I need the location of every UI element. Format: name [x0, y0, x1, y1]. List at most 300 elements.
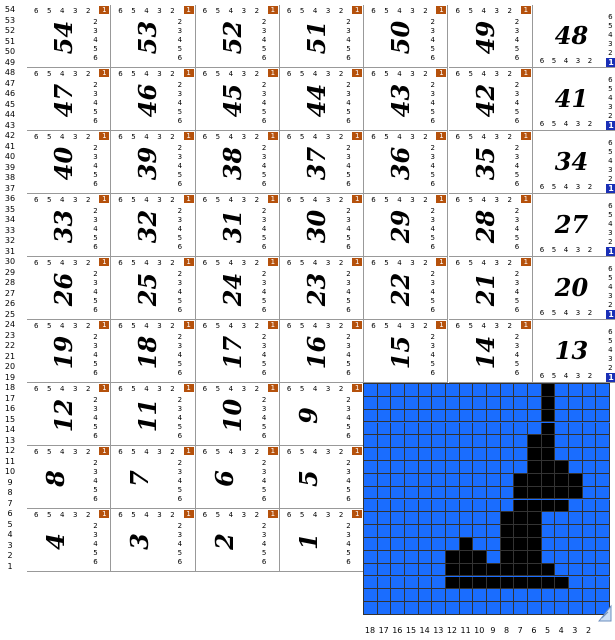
grid-cell[interactable]	[432, 435, 446, 448]
grid-cell[interactable]	[419, 423, 433, 436]
grid-cell[interactable]	[555, 487, 569, 500]
grid-cell[interactable]	[514, 512, 528, 525]
grid-cell[interactable]	[446, 500, 460, 513]
grid-cell[interactable]	[514, 461, 528, 474]
grid-cell[interactable]	[419, 435, 433, 448]
grid-cell[interactable]	[378, 461, 392, 474]
pattern-card[interactable]	[196, 68, 280, 131]
grid-cell[interactable]	[446, 435, 460, 448]
pattern-card[interactable]	[27, 194, 111, 257]
grid-cell[interactable]	[514, 602, 528, 615]
grid-cell[interactable]	[378, 435, 392, 448]
pattern-card[interactable]	[280, 509, 364, 572]
grid-cell[interactable]	[542, 474, 556, 487]
grid-cell[interactable]	[487, 551, 501, 564]
grid-cell[interactable]	[419, 461, 433, 474]
grid-cell[interactable]	[405, 474, 419, 487]
grid-cell[interactable]	[446, 512, 460, 525]
grid-cell[interactable]	[596, 500, 610, 513]
grid-cell[interactable]	[487, 435, 501, 448]
grid-cell[interactable]	[514, 589, 528, 602]
grid-cell[interactable]	[487, 512, 501, 525]
grid-cell[interactable]	[569, 435, 583, 448]
grid-cell[interactable]	[405, 589, 419, 602]
pattern-card[interactable]	[533, 68, 615, 131]
grid-cell[interactable]	[473, 577, 487, 590]
grid-cell[interactable]	[446, 461, 460, 474]
grid-cell[interactable]	[542, 538, 556, 551]
grid-cell[interactable]	[460, 474, 474, 487]
grid-cell[interactable]	[542, 461, 556, 474]
grid-cell[interactable]	[432, 384, 446, 397]
grid-cell[interactable]	[501, 384, 515, 397]
pattern-card[interactable]	[280, 320, 364, 383]
grid-cell[interactable]	[391, 487, 405, 500]
grid-cell[interactable]	[542, 487, 556, 500]
grid-cell[interactable]	[528, 448, 542, 461]
grid-cell[interactable]	[419, 512, 433, 525]
grid-cell[interactable]	[432, 551, 446, 564]
grid-cell[interactable]	[542, 512, 556, 525]
pattern-card[interactable]	[111, 257, 195, 320]
grid-cell[interactable]	[542, 577, 556, 590]
grid-cell[interactable]	[378, 448, 392, 461]
grid-cell[interactable]	[528, 397, 542, 410]
grid-cell[interactable]	[391, 435, 405, 448]
grid-cell[interactable]	[514, 500, 528, 513]
grid-cell[interactable]	[473, 435, 487, 448]
grid-cell[interactable]	[528, 474, 542, 487]
grid-cell[interactable]	[432, 589, 446, 602]
grid-cell[interactable]	[528, 435, 542, 448]
pattern-card[interactable]	[111, 5, 195, 68]
pattern-card[interactable]	[449, 257, 533, 320]
grid-cell[interactable]	[569, 423, 583, 436]
grid-cell[interactable]	[432, 564, 446, 577]
resize-grip-icon[interactable]	[598, 604, 612, 622]
pattern-card[interactable]	[280, 257, 364, 320]
grid-cell[interactable]	[364, 589, 378, 602]
grid-cell[interactable]	[378, 525, 392, 538]
pattern-card[interactable]	[27, 446, 111, 509]
grid-cell[interactable]	[432, 423, 446, 436]
grid-cell[interactable]	[542, 435, 556, 448]
grid-cell[interactable]	[378, 538, 392, 551]
grid-cell[interactable]	[514, 410, 528, 423]
pattern-card[interactable]	[280, 383, 364, 446]
grid-cell[interactable]	[583, 474, 597, 487]
grid-cell[interactable]	[364, 512, 378, 525]
grid-cell[interactable]	[514, 448, 528, 461]
grid-cell[interactable]	[419, 577, 433, 590]
grid-cell[interactable]	[460, 461, 474, 474]
grid-cell[interactable]	[432, 602, 446, 615]
grid-cell[interactable]	[596, 410, 610, 423]
grid-cell[interactable]	[419, 500, 433, 513]
grid-cell[interactable]	[405, 410, 419, 423]
grid-cell[interactable]	[501, 461, 515, 474]
grid-cell[interactable]	[501, 487, 515, 500]
grid-cell[interactable]	[364, 474, 378, 487]
pattern-card[interactable]	[27, 68, 111, 131]
grid-cell[interactable]	[460, 397, 474, 410]
grid-cell[interactable]	[446, 589, 460, 602]
grid-cell[interactable]	[473, 589, 487, 602]
grid-cell[interactable]	[473, 525, 487, 538]
pattern-card[interactable]	[27, 509, 111, 572]
pattern-card[interactable]	[111, 68, 195, 131]
grid-cell[interactable]	[514, 435, 528, 448]
grid-cell[interactable]	[460, 500, 474, 513]
grid-cell[interactable]	[555, 538, 569, 551]
grid-cell[interactable]	[528, 410, 542, 423]
grid-cell[interactable]	[446, 602, 460, 615]
grid-cell[interactable]	[569, 410, 583, 423]
grid-cell[interactable]	[487, 602, 501, 615]
grid-cell[interactable]	[583, 448, 597, 461]
grid-cell[interactable]	[364, 551, 378, 564]
grid-cell[interactable]	[419, 602, 433, 615]
pattern-card[interactable]	[364, 68, 448, 131]
grid-cell[interactable]	[391, 461, 405, 474]
grid-cell[interactable]	[583, 487, 597, 500]
grid-cell[interactable]	[501, 602, 515, 615]
grid-cell[interactable]	[473, 474, 487, 487]
grid-cell[interactable]	[378, 589, 392, 602]
grid-cell[interactable]	[460, 602, 474, 615]
grid-cell[interactable]	[460, 423, 474, 436]
grid-cell[interactable]	[364, 602, 378, 615]
grid-cell[interactable]	[555, 589, 569, 602]
grid-cell[interactable]	[583, 564, 597, 577]
grid-cell[interactable]	[569, 474, 583, 487]
grid-cell[interactable]	[542, 589, 556, 602]
grid-cell[interactable]	[364, 423, 378, 436]
grid-cell[interactable]	[473, 602, 487, 615]
grid-cell[interactable]	[432, 577, 446, 590]
grid-cell[interactable]	[378, 423, 392, 436]
pattern-card[interactable]	[449, 68, 533, 131]
grid-cell[interactable]	[446, 487, 460, 500]
grid-cell[interactable]	[460, 435, 474, 448]
grid-cell[interactable]	[596, 577, 610, 590]
grid-cell[interactable]	[542, 384, 556, 397]
grid-cell[interactable]	[405, 525, 419, 538]
grid-cell[interactable]	[460, 589, 474, 602]
grid-cell[interactable]	[391, 538, 405, 551]
grid-cell[interactable]	[528, 564, 542, 577]
grid-cell[interactable]	[460, 538, 474, 551]
grid-cell[interactable]	[569, 551, 583, 564]
grid-cell[interactable]	[391, 474, 405, 487]
grid-cell[interactable]	[501, 500, 515, 513]
grid-cell[interactable]	[391, 589, 405, 602]
grid-cell[interactable]	[405, 512, 419, 525]
grid-cell[interactable]	[364, 525, 378, 538]
grid-cell[interactable]	[596, 512, 610, 525]
grid-cell[interactable]	[460, 564, 474, 577]
grid-cell[interactable]	[555, 461, 569, 474]
grid-cell[interactable]	[460, 448, 474, 461]
grid-cell[interactable]	[569, 500, 583, 513]
grid-cell[interactable]	[569, 589, 583, 602]
grid-cell[interactable]	[405, 384, 419, 397]
grid-cell[interactable]	[514, 577, 528, 590]
grid-cell[interactable]	[405, 551, 419, 564]
grid-cell[interactable]	[569, 538, 583, 551]
grid-cell[interactable]	[569, 448, 583, 461]
grid-cell[interactable]	[596, 461, 610, 474]
grid-cell[interactable]	[419, 397, 433, 410]
grid-cell[interactable]	[446, 538, 460, 551]
grid-cell[interactable]	[501, 397, 515, 410]
grid-cell[interactable]	[405, 500, 419, 513]
grid-cell[interactable]	[555, 577, 569, 590]
grid-cell[interactable]	[364, 500, 378, 513]
pattern-card[interactable]	[111, 194, 195, 257]
pattern-card[interactable]	[196, 320, 280, 383]
grid-cell[interactable]	[378, 384, 392, 397]
grid-cell[interactable]	[378, 551, 392, 564]
grid-cell[interactable]	[569, 525, 583, 538]
grid-cell[interactable]	[391, 525, 405, 538]
grid-cell[interactable]	[391, 577, 405, 590]
grid-cell[interactable]	[569, 577, 583, 590]
grid-cell[interactable]	[391, 500, 405, 513]
grid-cell[interactable]	[364, 461, 378, 474]
grid-cell[interactable]	[596, 589, 610, 602]
grid-cell[interactable]	[501, 410, 515, 423]
grid-cell[interactable]	[446, 525, 460, 538]
grid-cell[interactable]	[364, 384, 378, 397]
grid-cell[interactable]	[542, 448, 556, 461]
grid-cell[interactable]	[473, 410, 487, 423]
pattern-card[interactable]	[196, 509, 280, 572]
grid-cell[interactable]	[378, 410, 392, 423]
pattern-card[interactable]	[27, 383, 111, 446]
grid-cell[interactable]	[569, 602, 583, 615]
grid-cell[interactable]	[446, 474, 460, 487]
grid-cell[interactable]	[364, 564, 378, 577]
grid-cell[interactable]	[583, 500, 597, 513]
grid-cell[interactable]	[583, 410, 597, 423]
grid-cell[interactable]	[596, 487, 610, 500]
grid-cell[interactable]	[596, 525, 610, 538]
grid-cell[interactable]	[419, 551, 433, 564]
pattern-card[interactable]	[27, 5, 111, 68]
grid-cell[interactable]	[528, 525, 542, 538]
pattern-card[interactable]	[364, 257, 448, 320]
grid-cell[interactable]	[555, 474, 569, 487]
grid-cell[interactable]	[487, 525, 501, 538]
grid-cell[interactable]	[596, 423, 610, 436]
pattern-card[interactable]	[280, 446, 364, 509]
grid-cell[interactable]	[528, 538, 542, 551]
grid-cell[interactable]	[555, 384, 569, 397]
grid-cell[interactable]	[473, 551, 487, 564]
grid-cell[interactable]	[364, 487, 378, 500]
grid-cell[interactable]	[555, 448, 569, 461]
pattern-card[interactable]	[364, 131, 448, 194]
grid-cell[interactable]	[583, 423, 597, 436]
grid-cell[interactable]	[460, 525, 474, 538]
grid-cell[interactable]	[487, 410, 501, 423]
grid-cell[interactable]	[364, 435, 378, 448]
pattern-card[interactable]	[196, 257, 280, 320]
grid-cell[interactable]	[583, 551, 597, 564]
grid-cell[interactable]	[487, 384, 501, 397]
grid-cell[interactable]	[446, 577, 460, 590]
grid-cell[interactable]	[446, 397, 460, 410]
grid-cell[interactable]	[555, 551, 569, 564]
grid-cell[interactable]	[473, 461, 487, 474]
grid-cell[interactable]	[378, 397, 392, 410]
grid-cell[interactable]	[378, 512, 392, 525]
grid-cell[interactable]	[432, 538, 446, 551]
grid-cell[interactable]	[364, 538, 378, 551]
grid-cell[interactable]	[432, 410, 446, 423]
grid-cell[interactable]	[419, 448, 433, 461]
grid-cell[interactable]	[391, 512, 405, 525]
grid-cell[interactable]	[501, 435, 515, 448]
grid-cell[interactable]	[405, 435, 419, 448]
pattern-card[interactable]	[280, 131, 364, 194]
grid-cell[interactable]	[596, 384, 610, 397]
grid-cell[interactable]	[487, 487, 501, 500]
grid-cell[interactable]	[528, 512, 542, 525]
grid-cell[interactable]	[419, 410, 433, 423]
grid-cell[interactable]	[391, 602, 405, 615]
grid-cell[interactable]	[405, 564, 419, 577]
grid-cell[interactable]	[446, 410, 460, 423]
grid-cell[interactable]	[391, 397, 405, 410]
grid-cell[interactable]	[473, 448, 487, 461]
pattern-card[interactable]	[533, 257, 615, 320]
grid-cell[interactable]	[542, 500, 556, 513]
grid-cell[interactable]	[405, 577, 419, 590]
grid-cell[interactable]	[405, 397, 419, 410]
grid-cell[interactable]	[528, 500, 542, 513]
grid-cell[interactable]	[432, 461, 446, 474]
pattern-card[interactable]	[196, 446, 280, 509]
grid-cell[interactable]	[542, 410, 556, 423]
grid-cell[interactable]	[391, 448, 405, 461]
grid-cell[interactable]	[514, 397, 528, 410]
grid-cell[interactable]	[583, 384, 597, 397]
grid-cell[interactable]	[473, 384, 487, 397]
grid-cell[interactable]	[514, 538, 528, 551]
grid-cell[interactable]	[555, 500, 569, 513]
grid-cell[interactable]	[501, 551, 515, 564]
grid-cell[interactable]	[555, 564, 569, 577]
grid-cell[interactable]	[569, 397, 583, 410]
grid-cell[interactable]	[569, 512, 583, 525]
grid-cell[interactable]	[473, 397, 487, 410]
grid-cell[interactable]	[528, 551, 542, 564]
grid-cell[interactable]	[555, 410, 569, 423]
grid-cell[interactable]	[501, 525, 515, 538]
grid-cell[interactable]	[432, 525, 446, 538]
grid-cell[interactable]	[569, 461, 583, 474]
grid-cell[interactable]	[583, 512, 597, 525]
grid-cell[interactable]	[501, 577, 515, 590]
grid-cell[interactable]	[501, 512, 515, 525]
grid-cell[interactable]	[514, 384, 528, 397]
grid-cell[interactable]	[514, 551, 528, 564]
grid-cell[interactable]	[596, 448, 610, 461]
grid-cell[interactable]	[487, 461, 501, 474]
grid-cell[interactable]	[473, 538, 487, 551]
pattern-card[interactable]	[449, 320, 533, 383]
grid-cell[interactable]	[528, 602, 542, 615]
grid-cell[interactable]	[514, 474, 528, 487]
grid-cell[interactable]	[528, 589, 542, 602]
grid-cell[interactable]	[596, 474, 610, 487]
grid-cell[interactable]	[405, 602, 419, 615]
grid-cell[interactable]	[514, 487, 528, 500]
grid-cell[interactable]	[569, 384, 583, 397]
grid-cell[interactable]	[569, 564, 583, 577]
grid-cell[interactable]	[446, 551, 460, 564]
grid-cell[interactable]	[391, 423, 405, 436]
grid-cell[interactable]	[391, 564, 405, 577]
grid-cell[interactable]	[419, 474, 433, 487]
grid-cell[interactable]	[583, 589, 597, 602]
grid-cell[interactable]	[569, 487, 583, 500]
grid-cell[interactable]	[432, 474, 446, 487]
grid-cell[interactable]	[555, 525, 569, 538]
grid-cell[interactable]	[378, 487, 392, 500]
grid-cell[interactable]	[473, 564, 487, 577]
grid-cell[interactable]	[501, 589, 515, 602]
grid-cell[interactable]	[596, 435, 610, 448]
grid-cell[interactable]	[405, 461, 419, 474]
pattern-card[interactable]	[280, 194, 364, 257]
grid-cell[interactable]	[555, 602, 569, 615]
pattern-card[interactable]	[196, 5, 280, 68]
grid-cell[interactable]	[487, 474, 501, 487]
pattern-card[interactable]	[533, 194, 615, 257]
grid-cell[interactable]	[405, 423, 419, 436]
grid-cell[interactable]	[528, 384, 542, 397]
grid-cell[interactable]	[528, 461, 542, 474]
grid-cell[interactable]	[555, 397, 569, 410]
grid-cell[interactable]	[432, 487, 446, 500]
pattern-card[interactable]	[27, 320, 111, 383]
grid-cell[interactable]	[473, 512, 487, 525]
grid-cell[interactable]	[378, 564, 392, 577]
grid-cell[interactable]	[583, 461, 597, 474]
pattern-card[interactable]	[27, 257, 111, 320]
pattern-card[interactable]	[111, 383, 195, 446]
pattern-card[interactable]	[364, 320, 448, 383]
grid-cell[interactable]	[405, 487, 419, 500]
grid-cell[interactable]	[555, 435, 569, 448]
grid-cell[interactable]	[583, 577, 597, 590]
grid-cell[interactable]	[596, 538, 610, 551]
grid-cell[interactable]	[583, 525, 597, 538]
grid-cell[interactable]	[473, 500, 487, 513]
grid-cell[interactable]	[487, 538, 501, 551]
grid-cell[interactable]	[378, 500, 392, 513]
grid-cell[interactable]	[391, 410, 405, 423]
grid-cell[interactable]	[460, 577, 474, 590]
grid-cell[interactable]	[487, 397, 501, 410]
grid-cell[interactable]	[364, 577, 378, 590]
pattern-card[interactable]	[449, 194, 533, 257]
grid-cell[interactable]	[501, 448, 515, 461]
grid-cell[interactable]	[405, 448, 419, 461]
